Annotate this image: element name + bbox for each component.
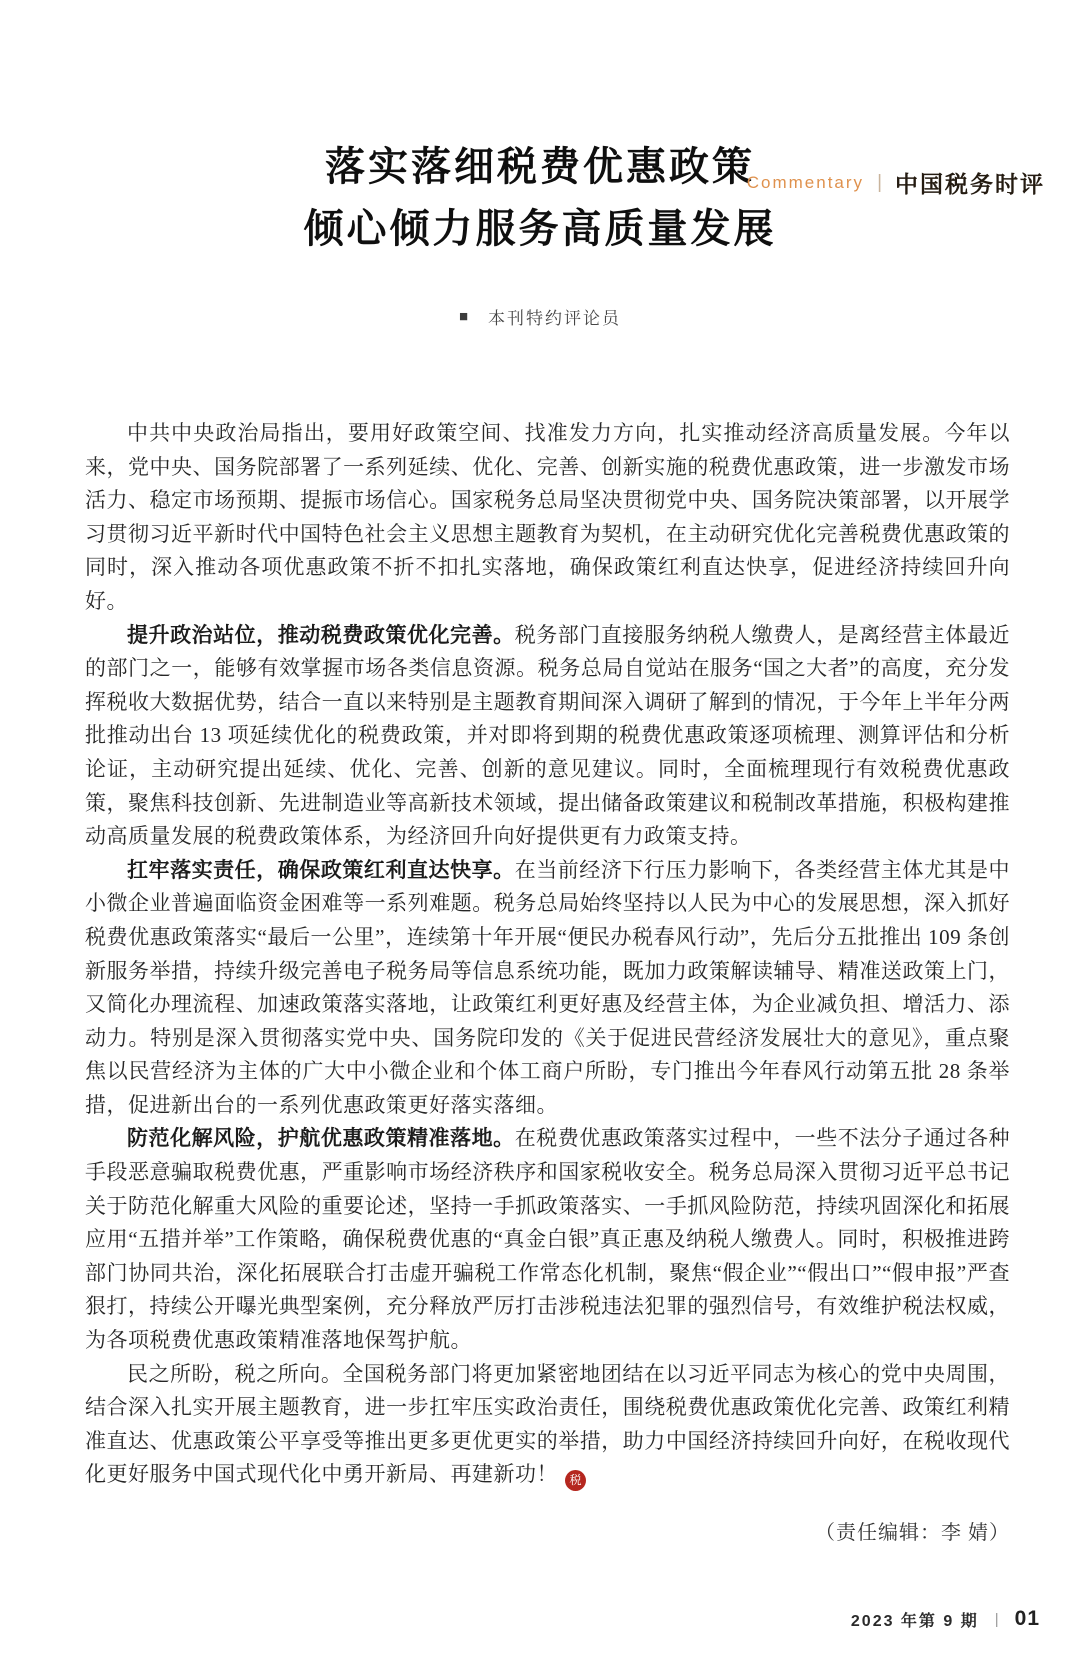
body-paragraph-2 <box>85 619 1010 854</box>
magazine-page <box>0 136 1080 1659</box>
byline-square-icon: ■ <box>458 308 471 325</box>
body-paragraph-1 <box>85 417 1010 619</box>
body-paragraph-4 <box>85 1122 1010 1357</box>
paragraph-text: 税务部门直接服务纳税人缴费人，是离经营主体最近的部门之一，能够有效掌握市场各类信息资源。税务总局自觉站在服务“国之大者”的高度，充分发挥税收大数据优势，结合一直以来特别是主题教育期间深入调研了解到的情况，于今年上半年分两批推动出台 13 项延续优化的税费政策，并对即将到期的税费优惠政策逐项梳理、测算评估和分析论证，主动研究提出延续、优化、完善、创新的意见建议。同时，全面梳理现行有效税费优惠政策，聚焦科技创新、先进制造业等高新技术领域，提出储备政策建议和税制改革措施，积极构建推动高质量发展的税费政策体系，为经济回升向好提供更有力政策支持。 <box>85 622 1011 849</box>
byline-author: 本刊特约评论员 <box>488 309 622 328</box>
paragraph-text: 在税费优惠政策落实过程中，一些不法分子通过各种手段恶意骗取税费优惠，严重影响市场经济秩序和国家税收安全。税务总局深入贯彻习近平总书记关于防范化解重大风险的重要论述，坚持一手抓政策落实、一手抓风险防范，持续巩固深化和拓展应用“五措并举”工作策略，确保税费优惠的“真金白银”真正惠及纳税人缴费人。同时，积极推进跨部门协同共治，深化拓展联合打击虚开骗税工作常态化机制，聚焦“假企业”“假出口”“假申报”严查狠打，持续公开曝光典型案例，充分释放严厉打击涉税违法犯罪的强烈信号，有效维护税法权威，为各项税费优惠政策精准落地保驾护航。 <box>85 1126 1011 1353</box>
paragraph-lead: 扛牢落实责任，确保政策红利直达快享。 <box>127 857 515 882</box>
header-divider: | <box>877 171 882 193</box>
article-title-line1: 落实落细税费优惠政策 <box>325 144 755 189</box>
paragraph-lead: 提升政治站位，推动税费政策优化完善。 <box>127 622 515 647</box>
body-paragraph-5 <box>85 1358 1010 1492</box>
running-head <box>747 166 1045 199</box>
tax-seal-character: 税 <box>569 1473 582 1488</box>
article-title-line2: 倾心倾力服务高质量发展 <box>303 206 777 251</box>
section-name-chinese: 中国税务时评 <box>895 171 1045 197</box>
paragraph-text: 中共中央政治局指出，要用好政策空间、找准发力方向，扎实推动经济高质量发展。今年以来，党中央、国务院部署了一系列延续、优化、完善、创新实施的税费优惠政策，进一步激发市场活力、稳定市场预期、提振市场信心。国家税务总局坚决贯彻党中央、国务院决策部署，以开展学习贯彻习近平新时代中国特色社会主义思想主题教育为契机，在主动研究优化完善税费优惠政策的同时，深入推动各项优惠政策不折不扣扎实落地，确保政策红利直达快享，促进经济持续回升向好。 <box>85 421 1010 613</box>
article-body <box>85 417 1010 1492</box>
paragraph-text: 民之所盼，税之所向。全国税务部门将更加紧密地团结在以习近平同志为核心的党中央周围，结合深入扎实开展主题教育，进一步扛牢压实政治责任，围绕税费优惠政策优化完善、政策红利精准直达、优惠政策公平享受等推出更多更优更实的举措，助力中国经济持续回升向好，在税收现代化更好服务中国式现代化中勇开新局、再建新功！ <box>85 1361 1010 1487</box>
paragraph-text: 在当前经济下行压力影响下，各类经营主体尤其是中小微企业普遍面临资金困难等一系列难题。税务总局始终坚持以人民为中心的发展思想，深入抓好税费优惠政策落实“最后一公里”，连续第十年开展“便民办税春风行动”，先后分五批推出 109 条创新服务举措，持续升级完善电子税务局等信息系统功能，既加力政策解读辅导、精准送政策上门，又简化办理流程、加速政策落实落地，让政策红利更好惠及经营主体，为企业减负担、增活力、添动力。特别是深入贯彻落实党中央、国务院印发的《关于促进民营经济发展壮大的意见》，重点聚焦以民营经济为主体的广大中小微企业和个体工商户所盼，专门推出今年春风行动第五批 28 条举措，促进新出台的一系列优惠政策更好落实落细。 <box>85 857 1011 1117</box>
section-name-english: Commentary <box>746 172 865 192</box>
page-number: 01 <box>1014 1607 1040 1630</box>
page-footer <box>851 1607 1040 1631</box>
paragraph-lead: 防范化解风险，护航优惠政策精准落地。 <box>127 1126 515 1151</box>
body-paragraph-3 <box>85 854 1010 1123</box>
footer-divider: | <box>994 1610 999 1628</box>
tax-seal-icon <box>565 1470 586 1491</box>
byline <box>0 304 1080 329</box>
editor-credit: （责任编辑：李 婧） <box>815 1522 1010 1544</box>
issue-label: 2023 年第 9 期 <box>850 1612 979 1630</box>
